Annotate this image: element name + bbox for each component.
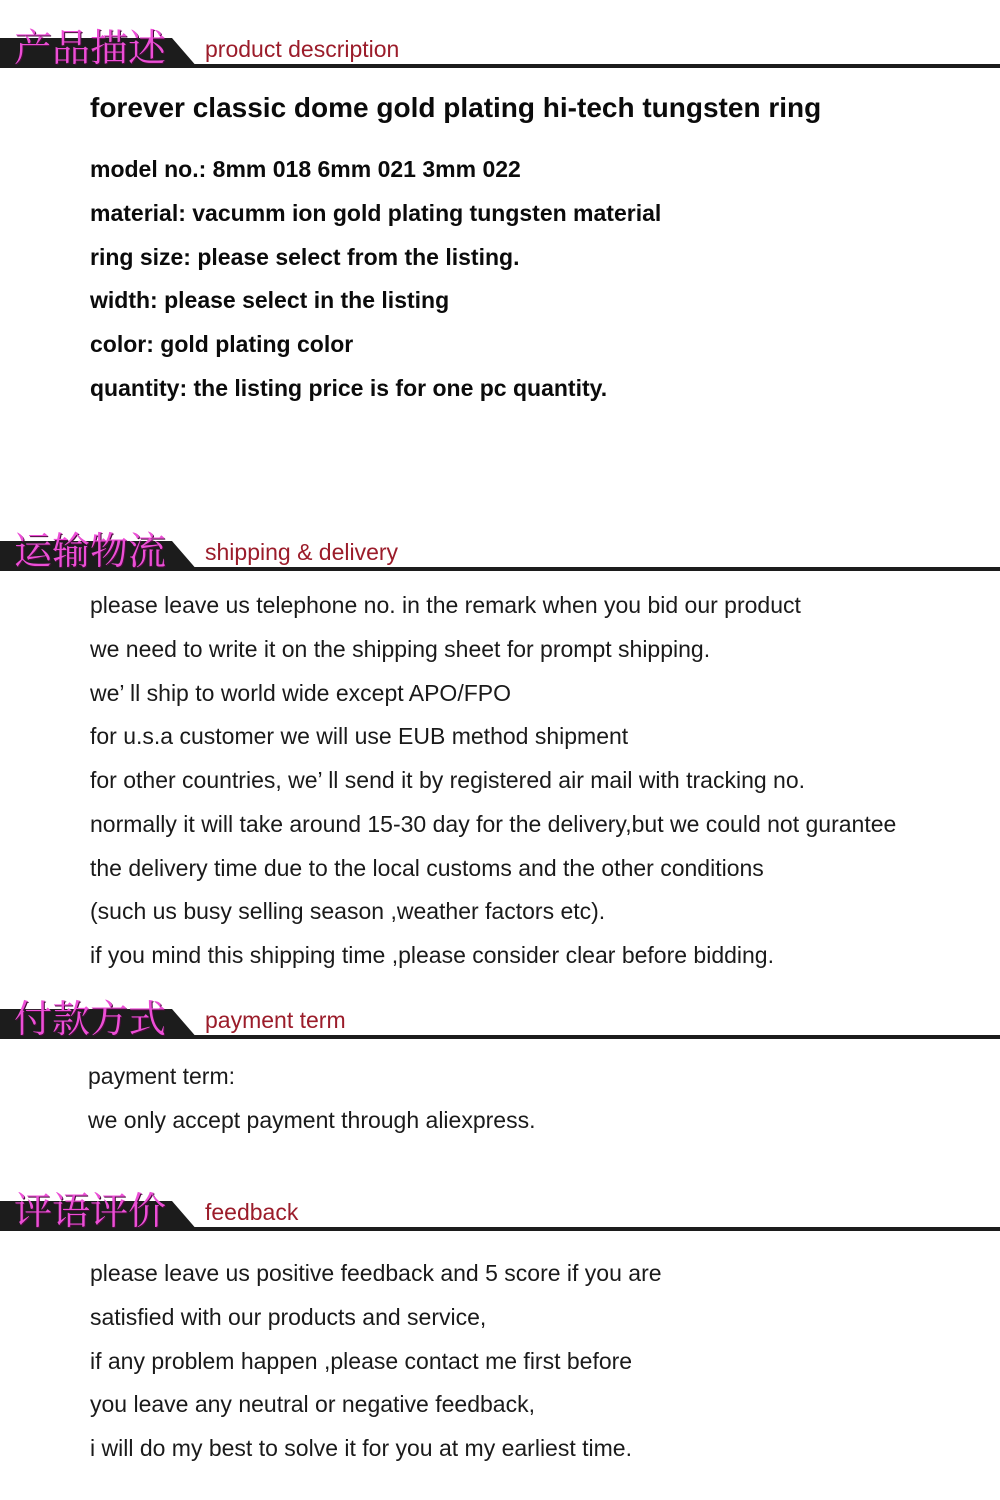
body-line: we need to write it on the shipping sheet for prompt shipping. bbox=[90, 636, 711, 662]
section-header bbox=[0, 511, 1000, 571]
body-line: i will do my best to solve it for you at my earliest time. bbox=[90, 1435, 632, 1461]
section-product-description bbox=[0, 8, 1000, 428]
body-line: you leave any neutral or negative feedback, bbox=[90, 1391, 535, 1417]
body-line: payment term: bbox=[88, 1063, 235, 1089]
spec-line: ring size: please select from the listing. bbox=[90, 244, 520, 270]
spec-line: material: vacumm ion gold plating tungsten material bbox=[90, 200, 662, 226]
header-chinese-title: 付款方式 bbox=[14, 997, 167, 1041]
header-chinese-title: 产品描述 bbox=[14, 26, 167, 70]
body-line: (such us busy selling season ,weather factors etc). bbox=[90, 898, 606, 924]
header-english-title: payment term bbox=[205, 1007, 346, 1033]
body-line: please leave us telephone no. in the remark when you bid our product bbox=[90, 592, 801, 618]
body-line: we only accept payment through aliexpress. bbox=[88, 1107, 536, 1133]
body-line: please leave us positive feedback and 5 score if you are bbox=[90, 1260, 662, 1286]
body-line: we’ ll ship to world wide except APO/FPO bbox=[90, 680, 511, 706]
body-line: satisfied with our products and service, bbox=[90, 1304, 487, 1330]
body-line: normally it will take around 15-30 day for the delivery,but we could not gurantee bbox=[90, 811, 897, 837]
section-payment-term bbox=[0, 979, 1000, 1139]
section-header bbox=[0, 979, 1000, 1039]
header-chinese-title: 运输物流 bbox=[14, 529, 167, 573]
spec-line: color: gold plating color bbox=[90, 331, 354, 357]
spec-line: width: please select in the listing bbox=[90, 287, 450, 313]
section-header bbox=[0, 1171, 1000, 1231]
body-line: for other countries, we’ ll send it by registered air mail with tracking no. bbox=[90, 767, 806, 793]
section-feedback bbox=[0, 1171, 1000, 1491]
body-line: the delivery time due to the local customs and the other conditions bbox=[90, 855, 764, 881]
header-english-title: feedback bbox=[205, 1199, 299, 1225]
spec-line: model no.: 8mm 018 6mm 021 3mm 022 bbox=[90, 156, 521, 182]
body-line: if any problem happen ,please contact me first before bbox=[90, 1348, 633, 1374]
section-shipping-delivery bbox=[0, 511, 1000, 971]
body-line: for u.s.a customer we will use EUB method shipment bbox=[90, 723, 629, 749]
spec-line: quantity: the listing price is for one pc quantity. bbox=[90, 375, 608, 401]
body-line: if you mind this shipping time ,please consider clear before bidding. bbox=[90, 942, 774, 968]
header-chinese-title: 评语评价 bbox=[14, 1189, 167, 1233]
product-title: forever classic dome gold plating hi-tech tungsten ring bbox=[90, 92, 822, 123]
header-english-title: shipping & delivery bbox=[205, 539, 399, 565]
section-header bbox=[0, 8, 1000, 68]
header-english-title: product description bbox=[205, 36, 400, 62]
